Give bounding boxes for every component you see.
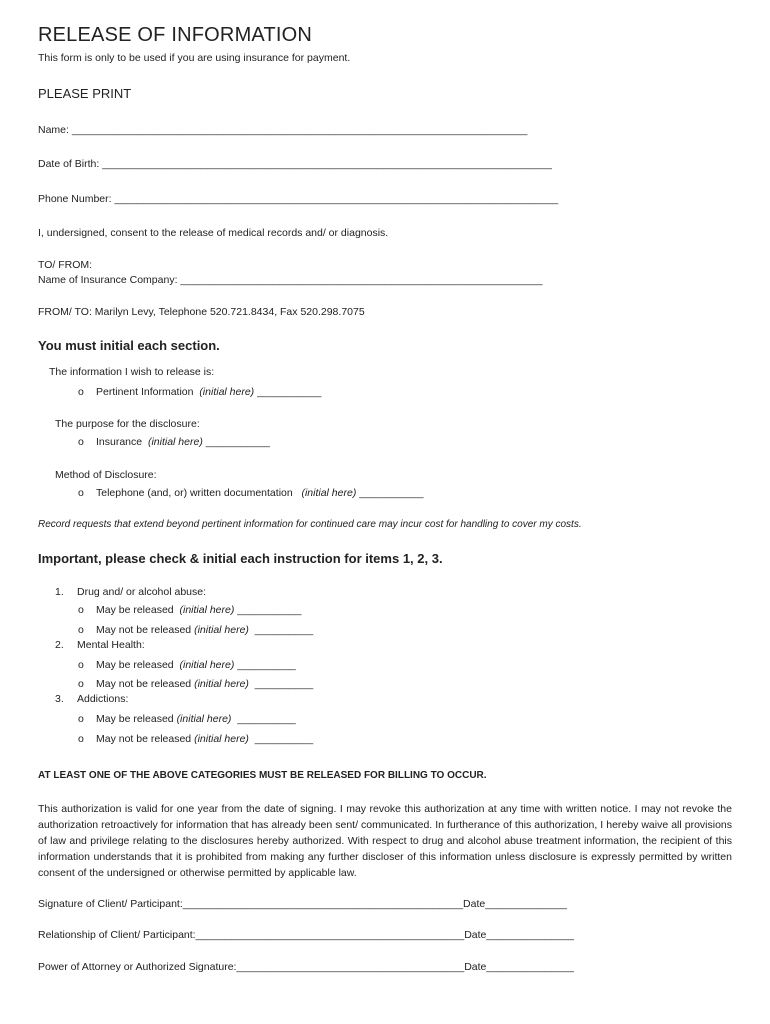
initial-hint: (initial here) [176,713,232,725]
bullet-icon: o [78,678,84,690]
may-be-released-option[interactable] [78,659,296,671]
initial-blank[interactable]: __________ [254,678,314,690]
client-signature-line[interactable] [38,898,567,910]
option-label: Pertinent Information [96,386,194,398]
poa-signature-label[interactable]: Power of Attorney or Authorized Signature:_______________________________________ [38,961,465,973]
item-number: 3. [55,693,64,705]
bullet-icon: o [78,487,84,499]
bullet-icon: o [78,659,84,671]
option-label: Telephone (and, or) written documentation [96,487,293,499]
initial-blank[interactable]: __________ [254,733,314,745]
cost-note: Record requests that extend beyond pertinent information for continued care may incur cost for handling to cover my costs. [38,519,582,530]
insurance-company-field[interactable]: Name of Insurance Company: ______________________________________________________________ [38,274,543,286]
initial-hint: (initial here) [199,386,255,398]
item-heading [55,639,145,651]
purpose-label: The purpose for the disclosure: [55,418,200,430]
option-label: May not be released [96,733,192,745]
may-not-be-released-option[interactable] [78,678,313,690]
method-option[interactable] [78,487,424,499]
initial-hint: (initial here) [179,659,235,671]
bullet-icon: o [78,624,84,636]
may-not-be-released-option[interactable] [78,624,313,636]
may-not-be-released-option[interactable] [78,733,313,745]
may-be-released-option[interactable] [78,713,296,725]
print-instruction: PLEASE PRINT [38,86,132,101]
bullet-icon: o [78,604,84,616]
option-label: May be released [96,713,174,725]
dob-field[interactable]: Date of Birth: _____________________________________________________________________________ [38,158,552,170]
bullet-icon: o [78,713,84,725]
to-from-label: TO/ FROM: [38,259,93,271]
bullet-icon: o [78,436,84,448]
item-label: Addictions: [77,693,129,705]
consent-statement: I, undersigned, consent to the release of medical records and/ or diagnosis. [38,227,389,239]
method-label: Method of Disclosure: [55,469,157,481]
item-label: Mental Health: [77,639,145,651]
initial-blank[interactable]: ___________ [359,487,424,499]
info-release-option[interactable] [78,386,321,398]
info-release-label: The information I wish to release is: [49,366,215,378]
authorization-paragraph: This authorization is valid for one year from the date of signing. I may revoke this authorization at any time with written notice. I may not revoke the authorization retroactively for information that has already been sent/ communicated. In furtherance of this authorization, I hereby waive all provisions of law and privilege relating to the disclosures hereby authorized. With respect to drug and alcohol abuse treatment information, the recipient of this information understands that it is prohibited from making any further discloser of this information unless disclosure is expressly permitted by written consent of the undersigned or otherwise permitted by applicable law. [38,803,732,879]
signature-label[interactable]: Signature of Client/ Participant:________________________________________________ [38,898,464,910]
initial-blank[interactable]: ___________ [237,604,302,616]
relationship-line[interactable] [38,929,574,941]
may-be-released-option[interactable] [78,604,302,616]
from-to-contact: FROM/ TO: Marilyn Levy, Telephone 520.721.8434, Fax 520.298.7075 [38,306,365,318]
item-heading [55,586,206,598]
release-notice: AT LEAST ONE OF THE ABOVE CATEGORIES MUST BE RELEASED FOR BILLING TO OCCUR. [38,770,487,781]
power-of-attorney-line[interactable] [38,961,574,973]
initial-hint: (initial here) [179,604,235,616]
name-field[interactable]: Name: ______________________________________________________________________________ [38,124,528,136]
initial-blank[interactable]: ___________ [205,436,270,448]
bullet-icon: o [78,733,84,745]
important-heading: Important, please check & initial each instruction for items 1, 2, 3. [38,551,443,566]
date-field[interactable]: Date_______________ [464,961,574,973]
item-number: 2. [55,639,64,651]
relationship-label[interactable]: Relationship of Client/ Participant:______________________________________________ [38,929,465,941]
date-field[interactable]: Date_______________ [464,929,574,941]
page-subtitle: This form is only to be used if you are using insurance for payment. [38,52,351,64]
initial-hint: (initial here) [301,487,357,499]
initial-blank[interactable]: __________ [237,713,296,725]
bullet-icon: o [78,386,84,398]
initial-blank[interactable]: ___________ [257,386,322,398]
initial-hint: (initial here) [194,678,249,690]
initial-section-heading: You must initial each section. [38,338,220,353]
initial-hint: (initial here) [194,733,249,745]
option-label: May be released [96,604,174,616]
item-label: Drug and/ or alcohol abuse: [77,586,206,598]
initial-hint: (initial here) [147,436,203,448]
option-label: Insurance [96,436,143,448]
option-label: May not be released [96,678,192,690]
option-label: May be released [96,659,174,671]
date-field[interactable]: Date______________ [463,898,567,910]
purpose-option[interactable] [78,436,270,448]
item-heading [55,693,128,705]
phone-field[interactable]: Phone Number: ____________________________________________________________________________ [38,193,559,205]
initial-blank[interactable]: __________ [254,624,314,636]
initial-blank[interactable]: __________ [237,659,296,671]
item-number: 1. [55,586,64,598]
page-title: RELEASE OF INFORMATION [38,24,313,46]
initial-hint: (initial here) [194,624,249,636]
option-label: May not be released [96,624,192,636]
